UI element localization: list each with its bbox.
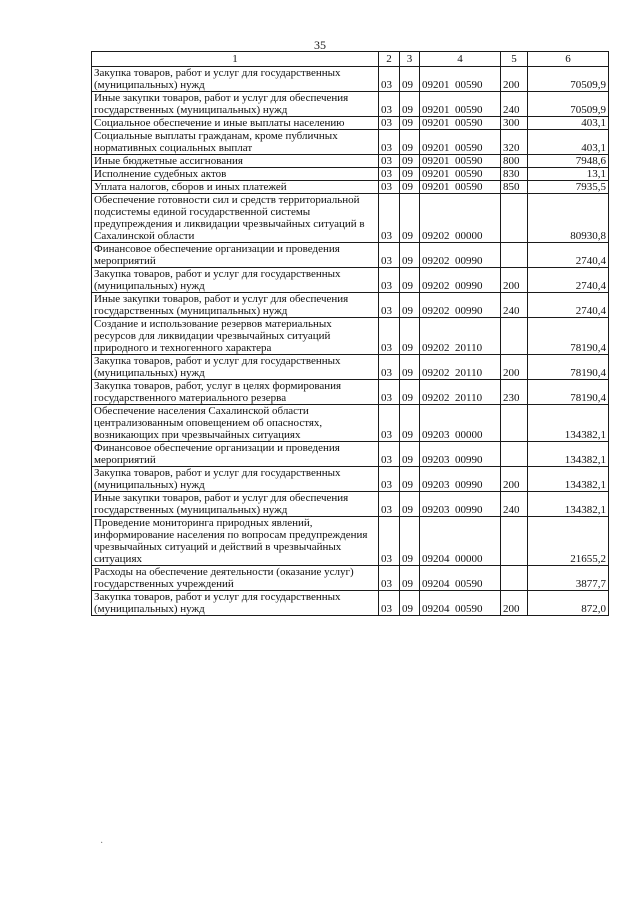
table-row: [92, 194, 609, 243]
row-target-item: 09201 00590: [420, 92, 501, 117]
row-amount: 134382,1: [528, 405, 609, 442]
row-target-item: 09201 00590: [420, 117, 501, 130]
row-name: Финансовое обеспечение организации и проведения мероприятий: [92, 243, 379, 268]
row-name: Иные бюджетные ассигнования: [92, 155, 379, 168]
row-name: Иные закупки товаров, работ и услуг для обеспечения государственных (муниципальных) нужд: [92, 92, 379, 117]
row-name: Обеспечение готовности сил и средств территориальной подсистемы единой государственной системы предупреждения и ликвидации чрезвычайных ситуаций в Сахалинской области: [92, 194, 379, 243]
row-section: 03: [379, 492, 400, 517]
row-expense-type: 200: [501, 355, 528, 380]
row-expense-type: 300: [501, 117, 528, 130]
column-header: 5: [501, 52, 528, 67]
row-name: Закупка товаров, работ и услуг для государственных (муниципальных) нужд: [92, 355, 379, 380]
table-row: [92, 405, 609, 442]
row-expense-type: [501, 405, 528, 442]
row-name: Проведение мониторинга природных явлений, информирование населения по вопросам предупреждения чрезвычайных ситуаций и действий в чрезвычайных ситуациях: [92, 517, 379, 566]
row-subsection: 09: [400, 155, 420, 168]
row-target-item: 09202 20110: [420, 355, 501, 380]
row-subsection: 09: [400, 67, 420, 92]
row-section: 03: [379, 155, 400, 168]
row-name: Закупка товаров, работ, услуг в целях формирования государственного материального резерва: [92, 380, 379, 405]
row-section: 03: [379, 168, 400, 181]
row-amount: 872,0: [528, 591, 609, 616]
row-amount: 80930,8: [528, 194, 609, 243]
row-amount: 70509,9: [528, 92, 609, 117]
row-name: Закупка товаров, работ и услуг для государственных (муниципальных) нужд: [92, 67, 379, 92]
row-target-item: 09203 00000: [420, 405, 501, 442]
table-body: [92, 67, 609, 616]
row-expense-type: [501, 318, 528, 355]
row-expense-type: [501, 243, 528, 268]
table-row: [92, 467, 609, 492]
row-expense-type: [501, 566, 528, 591]
row-section: 03: [379, 117, 400, 130]
row-amount: 403,1: [528, 117, 609, 130]
row-section: 03: [379, 318, 400, 355]
row-subsection: 09: [400, 181, 420, 194]
row-target-item: 09204 00590: [420, 566, 501, 591]
row-name: Социальные выплаты гражданам, кроме публичных нормативных социальных выплат: [92, 130, 379, 155]
row-amount: 134382,1: [528, 492, 609, 517]
row-target-item: 09202 20110: [420, 380, 501, 405]
row-name: Создание и использование резервов материальных ресурсов для ликвидации чрезвычайных ситуаций природного и техногенного характера: [92, 318, 379, 355]
column-header: 4: [420, 52, 501, 67]
row-expense-type: [501, 442, 528, 467]
row-subsection: 09: [400, 517, 420, 566]
row-target-item: 09204 00000: [420, 517, 501, 566]
row-target-item: 09201 00590: [420, 130, 501, 155]
row-subsection: 09: [400, 293, 420, 318]
row-name: Финансовое обеспечение организации и проведения мероприятий: [92, 442, 379, 467]
row-amount: 2740,4: [528, 243, 609, 268]
row-target-item: 09202 00990: [420, 293, 501, 318]
row-amount: 2740,4: [528, 293, 609, 318]
row-subsection: 09: [400, 117, 420, 130]
row-subsection: 09: [400, 355, 420, 380]
row-expense-type: [501, 517, 528, 566]
column-header: 1: [92, 52, 379, 67]
column-header: 6: [528, 52, 609, 67]
row-section: 03: [379, 380, 400, 405]
row-section: 03: [379, 355, 400, 380]
row-amount: 78190,4: [528, 318, 609, 355]
row-section: 03: [379, 442, 400, 467]
row-subsection: 09: [400, 168, 420, 181]
row-amount: 78190,4: [528, 380, 609, 405]
row-amount: 13,1: [528, 168, 609, 181]
row-expense-type: 200: [501, 467, 528, 492]
row-section: 03: [379, 293, 400, 318]
row-section: 03: [379, 243, 400, 268]
row-subsection: 09: [400, 566, 420, 591]
row-section: 03: [379, 67, 400, 92]
row-expense-type: 200: [501, 268, 528, 293]
budget-table: [91, 51, 609, 616]
row-name: Закупка товаров, работ и услуг для государственных (муниципальных) нужд: [92, 268, 379, 293]
row-name: Социальное обеспечение и иные выплаты населению: [92, 117, 379, 130]
table-row: [92, 130, 609, 155]
row-expense-type: 800: [501, 155, 528, 168]
row-target-item: 09203 00990: [420, 442, 501, 467]
row-amount: 2740,4: [528, 268, 609, 293]
row-amount: 70509,9: [528, 67, 609, 92]
row-section: 03: [379, 566, 400, 591]
row-amount: 7935,5: [528, 181, 609, 194]
row-expense-type: 320: [501, 130, 528, 155]
row-target-item: 09202 00990: [420, 268, 501, 293]
row-subsection: 09: [400, 405, 420, 442]
row-name: Уплата налогов, сборов и иных платежей: [92, 181, 379, 194]
row-expense-type: 240: [501, 293, 528, 318]
row-subsection: 09: [400, 194, 420, 243]
column-header: 2: [379, 52, 400, 67]
row-section: 03: [379, 194, 400, 243]
table-row: [92, 492, 609, 517]
row-target-item: 09203 00990: [420, 467, 501, 492]
row-expense-type: 240: [501, 492, 528, 517]
row-section: 03: [379, 130, 400, 155]
row-name: Обеспечение населения Сахалинской области централизованным оповещением об опасностях, возникающих при чрезвычайных ситуациях: [92, 405, 379, 442]
row-section: 03: [379, 591, 400, 616]
table-row: [92, 318, 609, 355]
row-name: Расходы на обеспечение деятельности (оказание услуг) государственных учреждений: [92, 566, 379, 591]
table-row: [92, 67, 609, 92]
table-row: [92, 591, 609, 616]
row-expense-type: 850: [501, 181, 528, 194]
table-row: [92, 355, 609, 380]
row-section: 03: [379, 181, 400, 194]
row-name: Исполнение судебных актов: [92, 168, 379, 181]
column-header: 3: [400, 52, 420, 67]
table-row: [92, 293, 609, 318]
table-row: [92, 181, 609, 194]
row-name: Иные закупки товаров, работ и услуг для обеспечения государственных (муниципальных) нужд: [92, 293, 379, 318]
row-target-item: 09201 00590: [420, 155, 501, 168]
row-subsection: 09: [400, 492, 420, 517]
row-expense-type: 830: [501, 168, 528, 181]
table-row: [92, 243, 609, 268]
row-section: 03: [379, 517, 400, 566]
row-target-item: 09203 00990: [420, 492, 501, 517]
row-subsection: 09: [400, 243, 420, 268]
row-name: Закупка товаров, работ и услуг для государственных (муниципальных) нужд: [92, 591, 379, 616]
row-target-item: 09202 00000: [420, 194, 501, 243]
row-section: 03: [379, 92, 400, 117]
row-target-item: 09201 00590: [420, 67, 501, 92]
row-section: 03: [379, 405, 400, 442]
row-subsection: 09: [400, 130, 420, 155]
table-row: [92, 380, 609, 405]
scan-speck: ·: [100, 838, 104, 849]
table-row: [92, 566, 609, 591]
row-subsection: 09: [400, 591, 420, 616]
row-subsection: 09: [400, 92, 420, 117]
row-amount: 134382,1: [528, 442, 609, 467]
table-row: [92, 517, 609, 566]
row-expense-type: 230: [501, 380, 528, 405]
row-subsection: 09: [400, 318, 420, 355]
row-target-item: 09201 00590: [420, 168, 501, 181]
row-target-item: 09204 00590: [420, 591, 501, 616]
row-amount: 78190,4: [528, 355, 609, 380]
row-amount: 403,1: [528, 130, 609, 155]
table-row: [92, 168, 609, 181]
table-row: [92, 442, 609, 467]
table-row: [92, 117, 609, 130]
row-expense-type: [501, 194, 528, 243]
row-amount: 134382,1: [528, 467, 609, 492]
table-row: [92, 268, 609, 293]
row-expense-type: 240: [501, 92, 528, 117]
table-row: [92, 92, 609, 117]
table-row: [92, 155, 609, 168]
row-expense-type: 200: [501, 67, 528, 92]
row-subsection: 09: [400, 442, 420, 467]
row-section: 03: [379, 268, 400, 293]
row-expense-type: 200: [501, 591, 528, 616]
page-number: 35: [314, 38, 326, 52]
row-subsection: 09: [400, 268, 420, 293]
row-target-item: 09202 00990: [420, 243, 501, 268]
row-subsection: 09: [400, 467, 420, 492]
row-section: 03: [379, 467, 400, 492]
row-amount: 7948,6: [528, 155, 609, 168]
row-name: Иные закупки товаров, работ и услуг для обеспечения государственных (муниципальных) нужд: [92, 492, 379, 517]
row-subsection: 09: [400, 380, 420, 405]
row-target-item: 09202 20110: [420, 318, 501, 355]
row-amount: 3877,7: [528, 566, 609, 591]
table-header-row: [92, 52, 609, 67]
row-amount: 21655,2: [528, 517, 609, 566]
row-name: Закупка товаров, работ и услуг для государственных (муниципальных) нужд: [92, 467, 379, 492]
row-target-item: 09201 00590: [420, 181, 501, 194]
